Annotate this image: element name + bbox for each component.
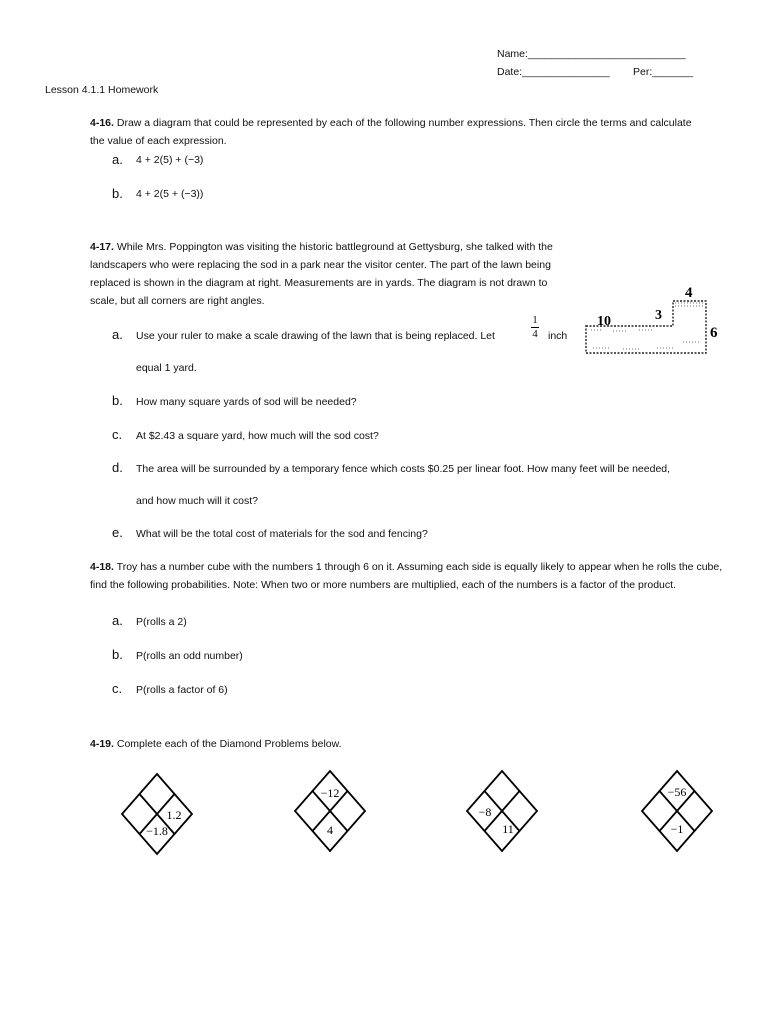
- problem-text: Troy has a number cube with the numbers 1 through 6 on it. Assuming each side is equally likely to appear when he rolls the cube, find the following probabilities. Note: When two or more numbers are multiplied, each of the numbers is a factor of the product.: [90, 561, 723, 591]
- fraction-denominator: 4: [532, 328, 538, 340]
- problem-4-19: [90, 735, 590, 753]
- diamond-top-value: −56: [667, 785, 687, 799]
- fraction-quarter: [529, 315, 541, 340]
- item-text-a: Use your ruler to make a scale drawing of the lawn that is being replaced. Let: [136, 330, 495, 342]
- diamond-grid: [122, 774, 192, 854]
- item-text-d: The area will be surrounded by a temporary fence which costs $0.25 per linear foot. How many feet will be needed,: [136, 463, 671, 475]
- problem-number: 4-19.: [90, 738, 114, 750]
- diamond-grid: [467, 771, 537, 851]
- diamond-bottom-value: 4: [327, 823, 333, 837]
- item-letter: b.: [112, 393, 123, 408]
- item-text-e: What will be the total cost of materials for the sod and fencing?: [136, 528, 428, 540]
- diamond-problem-3: [465, 769, 539, 853]
- item-letter: a.: [112, 613, 123, 628]
- lawn-diagram: [583, 282, 723, 362]
- lawn-label-right: 6: [710, 325, 718, 341]
- item-letter: b.: [112, 647, 123, 662]
- diamond-bottom-value: −1: [670, 822, 684, 836]
- lesson-title: Lesson 4.1.1 Homework: [45, 84, 159, 96]
- item-text-d-cont: and how much will it cost?: [136, 495, 258, 507]
- diamond-left-value: −8: [478, 805, 492, 819]
- problem-4-17: [90, 238, 565, 310]
- problem-number: 4-17.: [90, 241, 114, 253]
- diamond-top-value: −12: [320, 786, 340, 800]
- expression-a: 4 + 2(5) + (−3): [136, 154, 204, 166]
- problem-text: Complete each of the Diamond Problems below.: [116, 738, 342, 750]
- item-text-c: At $2.43 a square yard, how much will the sod cost?: [136, 430, 379, 442]
- diamond-grid: [295, 771, 365, 851]
- name-field: Name:___________________________: [497, 48, 686, 60]
- diamond-problem-1: [120, 772, 194, 856]
- item-text-b: How many square yards of sod will be needed?: [136, 396, 357, 408]
- diamond-right-value: 1.2: [166, 808, 182, 822]
- item-letter: c.: [112, 427, 123, 442]
- problem-4-18: [90, 558, 725, 594]
- problem-text: Draw a diagram that could be represented by each of the following number expressions. Then circle the terms and calculate the value of each expression.: [90, 117, 692, 147]
- date-field: Date:_______________: [497, 66, 610, 78]
- item-letter: b.: [112, 186, 123, 201]
- period-field: Per:_______: [633, 66, 694, 78]
- item-letter: c.: [112, 681, 123, 696]
- item-text-a: P(rolls a 2): [136, 616, 187, 628]
- expression-b: 4 + 2(5 + (−3)): [136, 188, 204, 200]
- problem-text: While Mrs. Poppington was visiting the historic battleground at Gettysburg, she talked with the landscapers who were replacing the sod in a park near the visitor center. The part of the lawn being replaced is shown in the diagram at right. Measurements are in yards. The diagram is not drawn to scale, but all corners are right angles.: [90, 241, 553, 307]
- item-letter: a.: [112, 327, 123, 342]
- item-letter: a.: [112, 152, 123, 167]
- diamond-bottom-value: −1.8: [146, 824, 168, 838]
- diamond-bottom-value: 11: [502, 822, 514, 836]
- diamond-problem-4: [640, 769, 714, 853]
- problem-number: 4-18.: [90, 561, 114, 573]
- lawn-label-mid: 3: [655, 308, 662, 323]
- item-text-c: P(rolls a factor of 6): [136, 684, 228, 696]
- item-letter: e.: [112, 525, 123, 540]
- problem-4-16: [90, 114, 700, 150]
- problem-number: 4-16.: [90, 117, 114, 129]
- item-text-a-cont: equal 1 yard.: [136, 362, 197, 374]
- lawn-label-left: 10: [597, 314, 611, 329]
- lawn-label-top: 4: [685, 285, 693, 301]
- diamond-problem-2: [293, 769, 367, 853]
- diamond-grid: [642, 771, 712, 851]
- inch-label: inch: [548, 330, 568, 342]
- item-text-b: P(rolls an odd number): [136, 650, 243, 662]
- fraction-numerator: 1: [532, 314, 538, 326]
- item-letter: d.: [112, 460, 123, 475]
